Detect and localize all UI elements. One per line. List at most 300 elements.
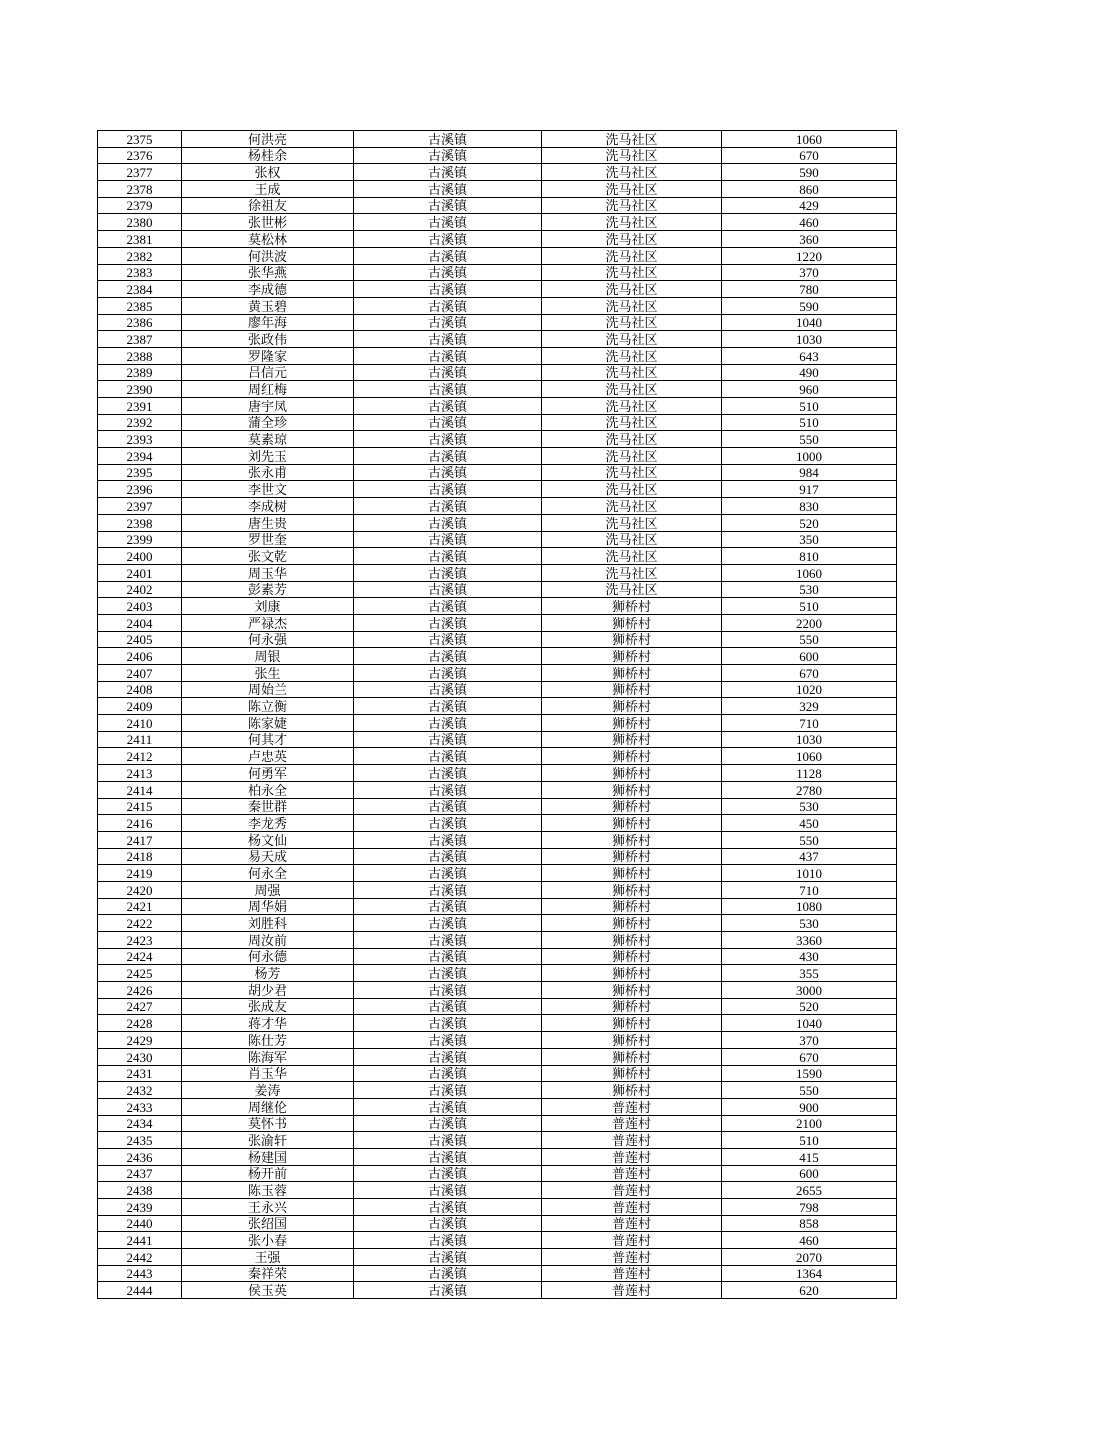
town-cell: 古溪镇 [354,915,542,932]
row-number-cell: 2382 [98,247,182,264]
village-cell: 狮桥村 [542,648,722,665]
amount-cell: 430 [722,948,897,965]
village-cell: 普莲村 [542,1148,722,1165]
amount-cell: 370 [722,1032,897,1049]
amount-cell: 600 [722,1165,897,1182]
town-cell: 古溪镇 [354,181,542,198]
village-cell: 狮桥村 [542,948,722,965]
table-row [98,197,897,214]
village-cell: 狮桥村 [542,915,722,932]
name-cell: 周红梅 [182,381,354,398]
table-row [98,181,897,198]
name-cell: 周强 [182,881,354,898]
village-cell: 普莲村 [542,1215,722,1232]
town-cell: 古溪镇 [354,765,542,782]
table-row [98,665,897,682]
row-number-cell: 2417 [98,831,182,848]
row-number-cell: 2401 [98,564,182,581]
row-number-cell: 2412 [98,748,182,765]
amount-cell: 917 [722,481,897,498]
row-number-cell: 2407 [98,665,182,682]
town-cell: 古溪镇 [354,1165,542,1182]
amount-cell: 2655 [722,1182,897,1199]
name-cell: 秦世群 [182,798,354,815]
table-row [98,498,897,515]
row-number-cell: 2432 [98,1082,182,1099]
table-row [98,1165,897,1182]
table-row [98,147,897,164]
table-row [98,431,897,448]
town-cell: 古溪镇 [354,214,542,231]
town-cell: 古溪镇 [354,1032,542,1049]
name-cell: 周银 [182,648,354,665]
row-number-cell: 2415 [98,798,182,815]
row-number-cell: 2441 [98,1232,182,1249]
town-cell: 古溪镇 [354,1282,542,1299]
table-row [98,448,897,465]
town-cell: 古溪镇 [354,131,542,148]
amount-cell: 1364 [722,1265,897,1282]
name-cell: 李龙秀 [182,815,354,832]
table-row [98,514,897,531]
name-cell: 刘先玉 [182,448,354,465]
amount-cell: 3000 [722,982,897,999]
village-cell: 洗马社区 [542,214,722,231]
village-cell: 洗马社区 [542,314,722,331]
row-number-cell: 2396 [98,481,182,498]
amount-cell: 437 [722,848,897,865]
name-cell: 何洪亮 [182,131,354,148]
row-number-cell: 2440 [98,1215,182,1232]
row-number-cell: 2399 [98,531,182,548]
amount-cell: 510 [722,398,897,415]
row-number-cell: 2404 [98,614,182,631]
amount-cell: 2780 [722,781,897,798]
row-number-cell: 2444 [98,1282,182,1299]
table-row [98,1115,897,1132]
amount-cell: 550 [722,831,897,848]
village-cell: 普莲村 [542,1165,722,1182]
village-cell: 狮桥村 [542,715,722,732]
town-cell: 古溪镇 [354,848,542,865]
table-row [98,331,897,348]
row-number-cell: 2433 [98,1098,182,1115]
amount-cell: 1060 [722,131,897,148]
amount-cell: 1030 [722,731,897,748]
village-cell: 普莲村 [542,1232,722,1249]
amount-cell: 1020 [722,681,897,698]
row-number-cell: 2405 [98,631,182,648]
town-cell: 古溪镇 [354,331,542,348]
table-row [98,848,897,865]
amount-cell: 1060 [722,748,897,765]
table-row [98,381,897,398]
table-row [98,314,897,331]
amount-cell: 460 [722,214,897,231]
town-cell: 古溪镇 [354,1132,542,1149]
row-number-cell: 2386 [98,314,182,331]
row-number-cell: 2377 [98,164,182,181]
table-row [98,214,897,231]
row-number-cell: 2423 [98,932,182,949]
town-cell: 古溪镇 [354,381,542,398]
village-cell: 狮桥村 [542,665,722,682]
name-cell: 陈仕芳 [182,1032,354,1049]
town-cell: 古溪镇 [354,1249,542,1266]
village-cell: 洗马社区 [542,414,722,431]
amount-cell: 1000 [722,448,897,465]
town-cell: 古溪镇 [354,798,542,815]
table-row [98,247,897,264]
name-cell: 姜涛 [182,1082,354,1099]
village-cell: 普莲村 [542,1199,722,1216]
village-cell: 洗马社区 [542,364,722,381]
name-cell: 严禄杰 [182,614,354,631]
name-cell: 刘胜科 [182,915,354,932]
town-cell: 古溪镇 [354,831,542,848]
village-cell: 洗马社区 [542,297,722,314]
village-cell: 普莲村 [542,1282,722,1299]
town-cell: 古溪镇 [354,648,542,665]
amount-cell: 643 [722,347,897,364]
table-row [98,364,897,381]
name-cell: 王永兴 [182,1199,354,1216]
table-row [98,1265,897,1282]
village-cell: 洗马社区 [542,448,722,465]
amount-cell: 670 [722,1048,897,1065]
amount-cell: 460 [722,1232,897,1249]
name-cell: 陈立衡 [182,698,354,715]
name-cell: 蒋才华 [182,1015,354,1032]
town-cell: 古溪镇 [354,1265,542,1282]
row-number-cell: 2443 [98,1265,182,1282]
row-number-cell: 2420 [98,881,182,898]
row-number-cell: 2413 [98,765,182,782]
village-cell: 狮桥村 [542,731,722,748]
row-number-cell: 2400 [98,548,182,565]
name-cell: 侯玉英 [182,1282,354,1299]
table-body [98,131,897,1299]
town-cell: 古溪镇 [354,581,542,598]
village-cell: 狮桥村 [542,965,722,982]
name-cell: 杨桂余 [182,147,354,164]
table-row [98,698,897,715]
amount-cell: 810 [722,548,897,565]
village-cell: 狮桥村 [542,998,722,1015]
row-number-cell: 2393 [98,431,182,448]
row-number-cell: 2403 [98,598,182,615]
town-cell: 古溪镇 [354,297,542,314]
name-cell: 何永德 [182,948,354,965]
village-cell: 狮桥村 [542,848,722,865]
village-cell: 狮桥村 [542,681,722,698]
row-number-cell: 2394 [98,448,182,465]
table-row [98,781,897,798]
name-cell: 张生 [182,665,354,682]
town-cell: 古溪镇 [354,531,542,548]
name-cell: 周继伦 [182,1098,354,1115]
village-cell: 洗马社区 [542,331,722,348]
row-number-cell: 2422 [98,915,182,932]
town-cell: 古溪镇 [354,197,542,214]
village-cell: 狮桥村 [542,1015,722,1032]
village-cell: 洗马社区 [542,548,722,565]
village-cell: 普莲村 [542,1249,722,1266]
town-cell: 古溪镇 [354,781,542,798]
name-cell: 秦祥荣 [182,1265,354,1282]
town-cell: 古溪镇 [354,164,542,181]
amount-cell: 550 [722,1082,897,1099]
table-row [98,131,897,148]
name-cell: 柏永全 [182,781,354,798]
town-cell: 古溪镇 [354,715,542,732]
row-number-cell: 2392 [98,414,182,431]
village-cell: 普莲村 [542,1265,722,1282]
village-cell: 洗马社区 [542,231,722,248]
name-cell: 卢忠英 [182,748,354,765]
table-row [98,765,897,782]
village-cell: 洗马社区 [542,197,722,214]
village-cell: 洗马社区 [542,247,722,264]
row-number-cell: 2437 [98,1165,182,1182]
amount-cell: 860 [722,181,897,198]
village-cell: 狮桥村 [542,932,722,949]
row-number-cell: 2425 [98,965,182,982]
village-cell: 洗马社区 [542,264,722,281]
village-cell: 洗马社区 [542,498,722,515]
amount-cell: 1040 [722,1015,897,1032]
name-cell: 周华娟 [182,898,354,915]
name-cell: 张绍国 [182,1215,354,1232]
village-cell: 洗马社区 [542,281,722,298]
row-number-cell: 2402 [98,581,182,598]
row-number-cell: 2385 [98,297,182,314]
row-number-cell: 2421 [98,898,182,915]
amount-cell: 600 [722,648,897,665]
village-cell: 狮桥村 [542,631,722,648]
name-cell: 张永甫 [182,464,354,481]
town-cell: 古溪镇 [354,431,542,448]
village-cell: 狮桥村 [542,698,722,715]
village-cell: 普莲村 [542,1098,722,1115]
amount-cell: 984 [722,464,897,481]
row-number-cell: 2414 [98,781,182,798]
row-number-cell: 2442 [98,1249,182,1266]
town-cell: 古溪镇 [354,1065,542,1082]
table-row [98,1015,897,1032]
village-cell: 洗马社区 [542,581,722,598]
table-row [98,982,897,999]
row-number-cell: 2419 [98,865,182,882]
name-cell: 周玉华 [182,564,354,581]
name-cell: 张华燕 [182,264,354,281]
amount-cell: 1030 [722,331,897,348]
name-cell: 何洪波 [182,247,354,264]
amount-cell: 710 [722,715,897,732]
amount-cell: 550 [722,431,897,448]
village-cell: 狮桥村 [542,748,722,765]
town-cell: 古溪镇 [354,614,542,631]
name-cell: 莫素琼 [182,431,354,448]
table-row [98,715,897,732]
amount-cell: 510 [722,1132,897,1149]
amount-cell: 490 [722,364,897,381]
amount-cell: 550 [722,631,897,648]
name-cell: 杨开前 [182,1165,354,1182]
table-row [98,1249,897,1266]
table-row [98,231,897,248]
village-cell: 洗马社区 [542,464,722,481]
town-cell: 古溪镇 [354,1199,542,1216]
village-cell: 普莲村 [542,1182,722,1199]
table-row [98,548,897,565]
amount-cell: 329 [722,698,897,715]
village-cell: 狮桥村 [542,781,722,798]
amount-cell: 429 [722,197,897,214]
table-row [98,264,897,281]
village-cell: 狮桥村 [542,815,722,832]
village-cell: 洗马社区 [542,481,722,498]
table-row [98,1148,897,1165]
table-row [98,1065,897,1082]
row-number-cell: 2411 [98,731,182,748]
town-cell: 古溪镇 [354,898,542,915]
table-row [98,648,897,665]
row-number-cell: 2381 [98,231,182,248]
name-cell: 黄玉碧 [182,297,354,314]
row-number-cell: 2427 [98,998,182,1015]
amount-cell: 710 [722,881,897,898]
table-row [98,1199,897,1216]
town-cell: 古溪镇 [354,481,542,498]
village-cell: 洗马社区 [542,514,722,531]
village-cell: 狮桥村 [542,598,722,615]
amount-cell: 620 [722,1282,897,1299]
table-row [98,731,897,748]
table-row [98,1232,897,1249]
town-cell: 古溪镇 [354,631,542,648]
row-number-cell: 2398 [98,514,182,531]
village-cell: 洗马社区 [542,164,722,181]
name-cell: 陈家婕 [182,715,354,732]
town-cell: 古溪镇 [354,281,542,298]
name-cell: 李成树 [182,498,354,515]
name-cell: 彭素芳 [182,581,354,598]
village-cell: 狮桥村 [542,1048,722,1065]
amount-cell: 2100 [722,1115,897,1132]
amount-cell: 1128 [722,765,897,782]
row-number-cell: 2424 [98,948,182,965]
name-cell: 张渝轩 [182,1132,354,1149]
row-number-cell: 2379 [98,197,182,214]
town-cell: 古溪镇 [354,881,542,898]
town-cell: 古溪镇 [354,564,542,581]
village-cell: 普莲村 [542,1132,722,1149]
row-number-cell: 2397 [98,498,182,515]
village-cell: 洗马社区 [542,381,722,398]
table-row [98,297,897,314]
table-row [98,414,897,431]
town-cell: 古溪镇 [354,314,542,331]
amount-cell: 1220 [722,247,897,264]
amount-cell: 355 [722,965,897,982]
name-cell: 王成 [182,181,354,198]
village-cell: 狮桥村 [542,765,722,782]
row-number-cell: 2416 [98,815,182,832]
town-cell: 古溪镇 [354,1232,542,1249]
row-number-cell: 2378 [98,181,182,198]
village-cell: 洗马社区 [542,531,722,548]
table-row [98,1132,897,1149]
table-row [98,531,897,548]
name-cell: 何永强 [182,631,354,648]
table-row [98,1082,897,1099]
name-cell: 莫松林 [182,231,354,248]
village-cell: 狮桥村 [542,865,722,882]
town-cell: 古溪镇 [354,865,542,882]
table-row [98,1182,897,1199]
name-cell: 张政伟 [182,331,354,348]
town-cell: 古溪镇 [354,1015,542,1032]
name-cell: 陈玉蓉 [182,1182,354,1199]
amount-cell: 780 [722,281,897,298]
name-cell: 陈海军 [182,1048,354,1065]
town-cell: 古溪镇 [354,231,542,248]
table-row [98,1098,897,1115]
village-cell: 狮桥村 [542,614,722,631]
village-cell: 狮桥村 [542,831,722,848]
name-cell: 何其才 [182,731,354,748]
row-number-cell: 2409 [98,698,182,715]
amount-cell: 520 [722,998,897,1015]
town-cell: 古溪镇 [354,498,542,515]
row-number-cell: 2429 [98,1032,182,1049]
name-cell: 张世彬 [182,214,354,231]
name-cell: 蒲全珍 [182,414,354,431]
town-cell: 古溪镇 [354,731,542,748]
name-cell: 胡少君 [182,982,354,999]
table-row [98,464,897,481]
town-cell: 古溪镇 [354,347,542,364]
table-row [98,965,897,982]
name-cell: 张文乾 [182,548,354,565]
data-table [97,130,897,1299]
amount-cell: 1040 [722,314,897,331]
amount-cell: 415 [722,1148,897,1165]
town-cell: 古溪镇 [354,1048,542,1065]
row-number-cell: 2389 [98,364,182,381]
amount-cell: 1080 [722,898,897,915]
name-cell: 刘康 [182,598,354,615]
row-number-cell: 2438 [98,1182,182,1199]
table-row [98,398,897,415]
table-row [98,998,897,1015]
row-number-cell: 2391 [98,398,182,415]
town-cell: 古溪镇 [354,548,542,565]
town-cell: 古溪镇 [354,448,542,465]
table-row [98,948,897,965]
village-cell: 洗马社区 [542,431,722,448]
table-row [98,932,897,949]
amount-cell: 858 [722,1215,897,1232]
village-cell: 洗马社区 [542,564,722,581]
row-number-cell: 2395 [98,464,182,481]
name-cell: 何永全 [182,865,354,882]
name-cell: 杨芳 [182,965,354,982]
table-row [98,598,897,615]
village-cell: 狮桥村 [542,982,722,999]
name-cell: 吕信元 [182,364,354,381]
